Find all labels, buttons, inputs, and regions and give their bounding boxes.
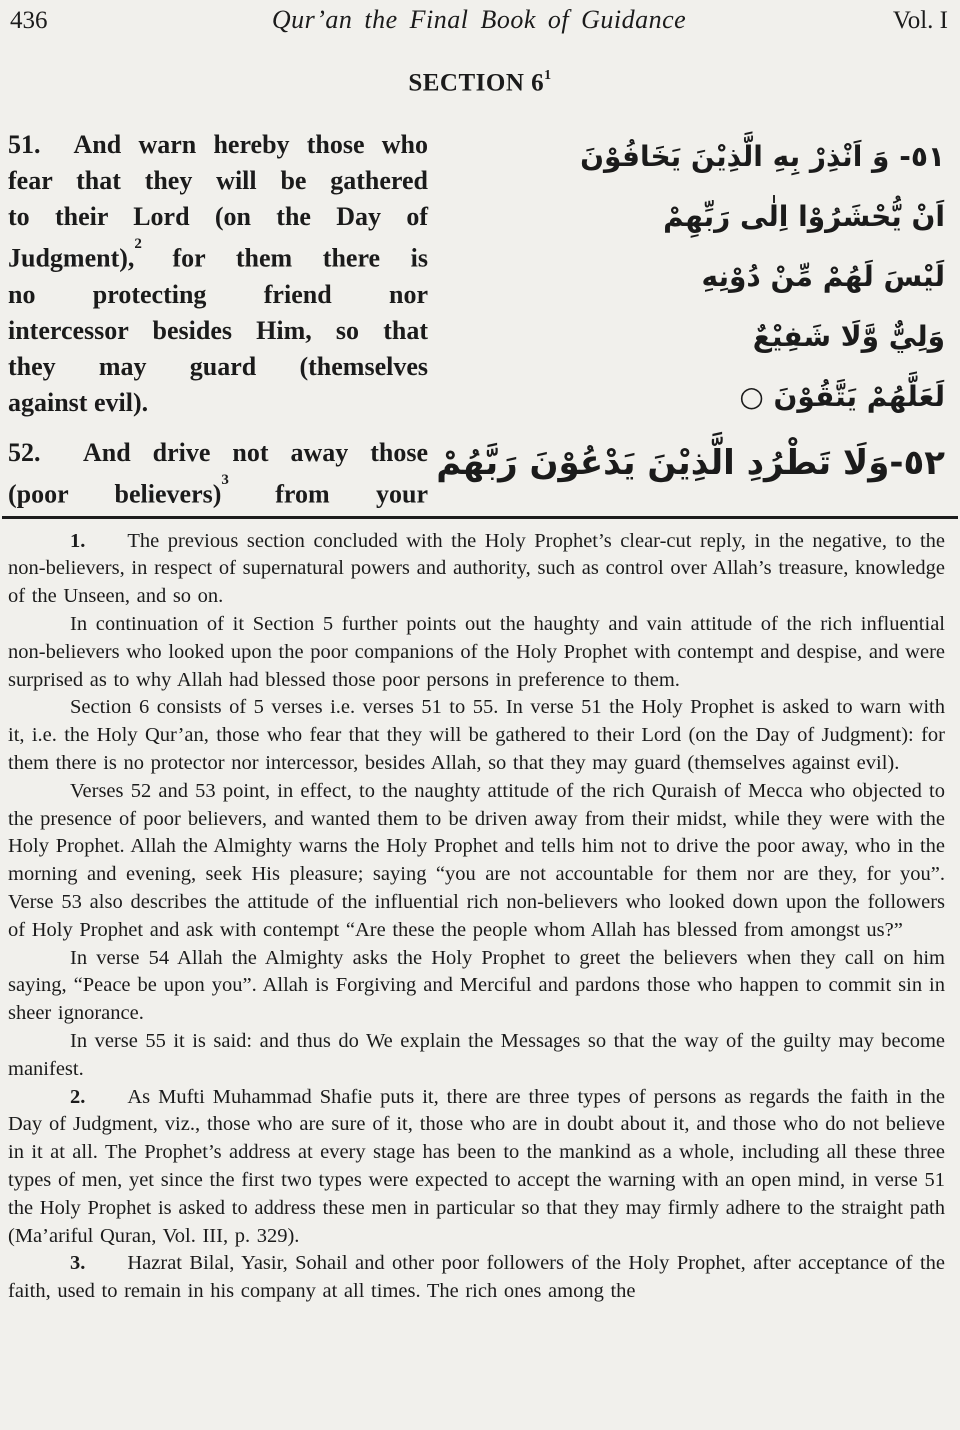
running-header [0,0,960,36]
volume-label: Vol. I [892,7,948,34]
footnote-ref-2: 2 [134,236,142,253]
running-title: Qur’an the Final Book of Guidance [271,5,687,34]
verse-text: for them there is [141,243,428,273]
verse-line [8,235,428,277]
verse-line: they may guard (themselves [8,351,428,381]
section-title: SECTION 6 [408,69,545,97]
verse-line: fear that they will be gathered [8,166,428,196]
footnote-1-para: In verse 55 it is said: and thus do We explain the Messages so that the way of the guilty may become manifest. [8,1029,945,1080]
arabic-line: لَيْسَ لَهُمْ مِّنْ دُوْنِهِ [701,260,945,294]
footnote-2-para [8,1084,945,1251]
footnote-1-para: Section 6 consists of 5 verses i.e. verses 51 to 55. In verse 51 the Holy Prophet is asked to warn with it, i.e. the Holy Qur’an, those who fear that they will be gathered to their Lord (on the Day of Judgment): for them there is no protector nor intercessor, besides Allah, so that they may guard (themselves against evil). [8,696,945,775]
footnotes-block [0,519,960,1306]
verse-line: 52. And drive not away those [8,437,428,467]
arabic-line: ٥١- وَ اَنْذِرْ بِهِ الَّذِيْنَ يَخَافُوْنَ [580,140,945,174]
verse-51-arabic [500,127,945,427]
verse-51-english [8,127,428,421]
footnote-1-para: In continuation of it Section 5 further points out the haughty and vain attitude of the rich influential non-believers who looked upon the poor companions of the Holy Prophet with contempt and despise, and were surprised as to why Allah had blessed those poor persons in preference to them. [8,613,945,691]
verse-text: from your [228,479,428,509]
footnote-1-para [8,528,945,611]
footnote-3-para [8,1250,945,1306]
section-heading [0,63,960,98]
verse-line [8,471,428,513]
verse-line: 51. And warn hereby those who [8,130,428,160]
verse-line: against evil). [8,387,149,417]
footnote-number: 2. [70,1085,86,1108]
arabic-line: لَعَلَّهُمْ يَتَّقُوْنَ ○ [739,380,945,414]
footnote-number: 3. [70,1252,86,1275]
arabic-line: اَنْ يُّحْشَرُوْا اِلٰى رَبِّهِمْ [663,200,945,234]
verse-52-english [8,435,428,513]
footnote-1-para: In verse 54 Allah the Almighty asks the Holy Prophet to greet the believers when they call on him saying, “Peace be upon you”. Allah is Forgiving and Merciful and pardons those who happen to commit sin in sheer ignorance. [8,946,945,1025]
arabic-line: وَلِيٌّ وَّلَا شَفِيْعٌ [752,320,945,354]
page-number: 436 [10,7,48,34]
arabic-line: ٥٢-وَلَا تَطْرُدِ الَّذِيْنَ يَدْعُوْنَ رَبَّهُمْ [436,443,945,484]
verse-line: no protecting friend nor [8,279,428,309]
footnote-text: Hazrat Bilal, Yasir, Sohail and other poor followers of the Holy Prophet, after acceptance of the faith, used to remain in his company at all times. The rich ones among the [8,1252,945,1303]
footnote-text: As Mufti Muhammad Shafie puts it, there are three types of persons as regards the faith in the Day of Judgment, viz., those who are sure of it, those who are in doubt about it, and those who do not believe in it at all. The Prophet’s address at every stage has been to the mankind as a whole, including all these three types of men, yet since the first two types were expected to accept the warning with an open mind, in verse 51 the Holy Prophet is asked to address these men in particular so that they may firmly adhere to the straight path (Ma’ariful Quran, Vol. III, p. 329). [8,1085,945,1247]
english-translation-column [8,127,428,512]
verse-line: intercessor besides Him, so that [8,315,428,345]
verses-block [0,127,960,512]
arabic-text-column [436,127,945,512]
footnote-ref-3: 3 [221,471,229,488]
footnote-number: 1. [70,529,86,552]
verse-text: (poor believers) [8,479,222,509]
verse-52-arabic [436,431,945,495]
verse-line: to their Lord (on the Day of [8,202,428,232]
verse-text: Judgment), [8,243,135,273]
footnote-text: The previous section concluded with the Holy Prophet’s clear-cut reply, in the negative, to the non-believers, in respect of supernatural powers and authority, such as control over Allah’s treasure, knowledge of the Unseen, and so on. [8,529,945,608]
footnote-1-para: Verses 52 and 53 point, in effect, to the naughty attitude of the rich Quraish of Mecca who objected to the presence of poor believers, and wanted them to be driven away from their midst, while they were with the Holy Prophet. Allah the Almighty warns the Holy Prophet and tells him not to drive the poor away, who in the morning and evening, seek His pleasure; saying “you are not accountable for them nor are they, for you”. Verse 53 also describes the attitude of the influential rich non-believers who looked down upon the followers of Holy Prophet and ask with contempt “Are these the people whom Allah has blessed from amongst us?” [8,779,945,941]
footnote-ref-1: 1 [544,68,552,83]
